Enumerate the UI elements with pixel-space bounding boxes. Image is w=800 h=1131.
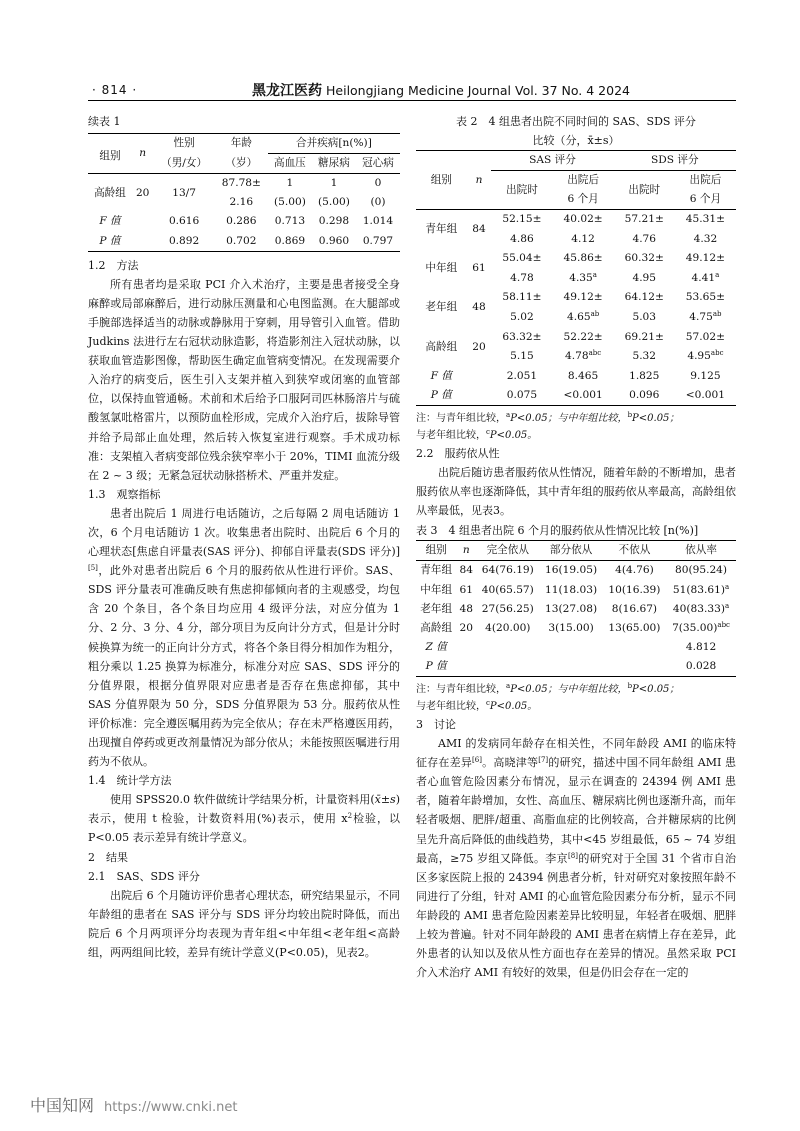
table-row bbox=[416, 328, 736, 347]
table-row bbox=[416, 367, 736, 386]
t2-cell: 4.32 bbox=[693, 232, 718, 245]
t3-head-full: 完全依从 bbox=[486, 544, 529, 557]
t2-cell: 4.86 bbox=[510, 232, 534, 245]
t2-cell: 55.04± bbox=[502, 252, 542, 265]
t3-cell: 40(65.57) bbox=[481, 583, 534, 596]
t2-cell: 52.15± bbox=[502, 213, 542, 226]
section-1-3-title: 1.3 观察指标 bbox=[88, 487, 161, 501]
t1-cell: 20 bbox=[135, 186, 150, 199]
t1-head-htn: 高血压 bbox=[274, 157, 306, 170]
t2-cell: 49.12± bbox=[563, 291, 603, 304]
section-2-1-title: 2.1 SAS、SDS 评分 bbox=[88, 869, 200, 883]
t3-cell: $7(35.00)^{abc}$ bbox=[672, 620, 730, 634]
t1-cell: 0 bbox=[374, 177, 382, 190]
table3-note: 注：与青年组比较，$^a$P<0.05；与中年组比较，$^b$P<0.05； 与老年组比较，$^c$P<0.05。 bbox=[416, 681, 680, 712]
t3-cell: 4(4.76) bbox=[615, 564, 654, 577]
t2-cell: 5.02 bbox=[510, 311, 534, 324]
t3-cell: 80(95.24) bbox=[674, 564, 728, 577]
table-row bbox=[416, 619, 736, 638]
t2-cell: 4.76 bbox=[632, 232, 657, 245]
t2-cell: 4.75$^{ab}$ bbox=[689, 310, 722, 324]
t2-head-sas-after: 出院后 6 个月 bbox=[567, 174, 599, 206]
t2-cell: 青年组 bbox=[425, 223, 458, 236]
t2-cell: 4.65$^{ab}$ bbox=[566, 310, 600, 324]
t3-cell: 16(19.05) bbox=[545, 564, 598, 577]
t1-cell: 0.869 bbox=[274, 234, 306, 247]
t1-cell: 高龄组 bbox=[94, 186, 126, 199]
section-2-2-title: 2.2 服药依从性 bbox=[416, 446, 500, 460]
t3-cell: 3(15.00) bbox=[548, 621, 594, 634]
t1-head-age-sub: （岁） bbox=[225, 156, 258, 169]
t2-cell: 4.12 bbox=[571, 232, 595, 245]
t1-cell: (5.00) bbox=[318, 196, 350, 209]
t2-cell: <0.001 bbox=[685, 388, 726, 401]
t3-cell: 青年组 bbox=[420, 564, 453, 577]
t2-cell: 高龄组 bbox=[425, 340, 458, 353]
t2-cell: 0.096 bbox=[629, 388, 660, 401]
table3 bbox=[416, 540, 736, 677]
t1-head-age: 年龄 bbox=[230, 137, 252, 150]
t1-cell: 0.286 bbox=[226, 215, 257, 228]
section-1-4-title: 1.4 统计学方法 bbox=[88, 774, 172, 788]
t2-cell: 5.03 bbox=[632, 311, 657, 324]
t2-head-sds-after: 出院后 6 个月 bbox=[689, 174, 722, 206]
t3-cell: $40(83.33)^a$ bbox=[672, 601, 730, 615]
left-column bbox=[88, 112, 400, 962]
t2-cell: P 值 bbox=[430, 388, 452, 401]
t2-cell: 老年组 bbox=[425, 301, 458, 314]
t2-cell: 48 bbox=[472, 301, 486, 314]
table1-continued bbox=[88, 133, 400, 252]
table1-caption: 续表 1 bbox=[88, 115, 121, 128]
t1-cell: 0.892 bbox=[168, 234, 200, 247]
t2-cell: 63.32± bbox=[502, 330, 542, 343]
section-3-body: AMI 的发病同年龄存在相关性，不同年龄段 AMI 的临床特征存在差异[6]。高晓津等[7]的研究，描述中国不同年龄组 AMI 患者心血管危险因素分布情况，显示在调查的 24394 例 AMI 患者，随着年龄增加，女性、高血压、糖尿病比例也逐渐升高，而年轻者吸烟、肥胖/超重、高脂血症的比例较高，合并糖尿病的比例呈先升高后降低的曲线趋势，其中<45 岁组最低，65 ~ 74 岁组最高，≥75 岁组又降低。李京[8]的研究对于全国 31 个省市自治区多家医院上报的 24394 例患者分析，针对研究对象按照年龄不同进行了分组，针对 AMI 的心血管危险因素分布分析，显示不同年龄段的 AMI 患者危险因素差异比较明显，年轻者在吸烟、肥胖上较为普遍。针对不同年龄段的 AMI 患者在病情上存在差异，此外患者的认知以及依从性方面也存在差异的情况。虽然采取 PCI 介入术治疗 AMI 有较好的效果，但是仍旧会存在一定的 bbox=[416, 737, 737, 980]
t2-cell: 64.12± bbox=[624, 291, 664, 304]
t2-cell: 20 bbox=[472, 340, 486, 353]
t2-cell: 49.12± bbox=[685, 252, 726, 265]
t2-cell: 52.22± bbox=[563, 330, 603, 343]
t3-cell: 4.812 bbox=[685, 640, 717, 653]
t2-cell: 53.65± bbox=[685, 291, 726, 304]
t2-cell: 69.21± bbox=[624, 330, 664, 343]
t3-cell: 10(16.39) bbox=[608, 583, 661, 596]
t1-head-chd: 冠心病 bbox=[362, 157, 394, 170]
t2-cell: 2.051 bbox=[506, 369, 538, 382]
cnki-url[interactable]: https://www.cnki.net bbox=[104, 1100, 238, 1115]
t3-cell: 11(18.03) bbox=[545, 583, 598, 596]
table-row bbox=[416, 581, 736, 600]
table-row bbox=[88, 232, 400, 252]
t2-cell: 4.95 bbox=[632, 271, 657, 284]
t2-cell: 45.31± bbox=[685, 213, 726, 226]
t1-head-group: 组别 bbox=[99, 150, 121, 163]
section-1-4-body: 使用 SPSS20.0 软件做统计学结果分析，计量资料用(x̄±s)表示，使用 t 检验，计数资料用(%)表示，使用 $x^2$检验，以 P<0.05 表示差异有统计学意义。 bbox=[88, 793, 400, 845]
t2-head-group: 组别 bbox=[430, 173, 452, 186]
t3-cell: 27(56.25) bbox=[481, 602, 534, 615]
t2-cell: 40.02± bbox=[563, 213, 603, 226]
t3-head-non: 不依从 bbox=[618, 544, 651, 557]
t1-cell: 2.16 bbox=[229, 196, 254, 209]
t1-head-n: n bbox=[139, 147, 147, 160]
t2-cell: 5.32 bbox=[632, 350, 657, 363]
t2-cell: 0.075 bbox=[506, 388, 538, 401]
t1-cell: 1 bbox=[286, 177, 294, 190]
t3-cell: 4(20.00) bbox=[485, 621, 531, 634]
section-2-1-body: 出院后 6 个月随访评价患者心理状态，研究结果显示，不同年龄组的患者在 SAS 评分与 SDS 评分均较出院时降低，而出院后 6 个月两项评分均表现为青年组<中年组<老年组<高龄组，两两组间比较，差异有统计学意义(P<0.05)，见表2。 bbox=[88, 888, 400, 960]
t2-cell: 4.41$^a$ bbox=[691, 270, 720, 284]
section-2-2-body: 出院后随访患者服药依从性情况，随着年龄的不断增加，患者服药依从率也逐渐降低，其中青年组的服药依从率最高，高龄组依从率最低，见表3。 bbox=[416, 465, 736, 518]
t3-head-n: n bbox=[462, 544, 470, 557]
t1-cell: 87.78± bbox=[221, 177, 261, 190]
t1-cell: 13/7 bbox=[172, 186, 196, 199]
t1-cell: 1.014 bbox=[362, 215, 394, 228]
t2-cell: 4.35$^a$ bbox=[569, 270, 597, 284]
table-row bbox=[416, 288, 736, 307]
table-row bbox=[416, 638, 736, 657]
table-row bbox=[416, 249, 736, 268]
t3-cell: Z 值 bbox=[425, 640, 447, 653]
t2-cell: F 值 bbox=[430, 369, 452, 382]
t3-cell: 0.028 bbox=[685, 659, 717, 672]
t3-cell: 中年组 bbox=[420, 583, 453, 596]
t2-cell: 57.02± bbox=[685, 330, 726, 343]
table-row bbox=[416, 386, 736, 406]
t2-cell: 45.86± bbox=[563, 252, 603, 265]
t3-cell: P 值 bbox=[425, 659, 447, 672]
t1-cell: (5.00) bbox=[273, 196, 306, 209]
journal-header bbox=[252, 80, 630, 100]
t1-head-comorb: 合并疾病[n(%)] bbox=[268, 134, 400, 154]
cnki-logo: 中国知网 bbox=[30, 1096, 95, 1115]
t3-cell: 13(65.00) bbox=[608, 621, 661, 634]
t1-cell: F 值 bbox=[99, 215, 121, 228]
table2-note: 注：与青年组比较，$^a$P<0.05；与中年组比较，$^b$P<0.05； 与老年组比较，$^c$P<0.05。 bbox=[416, 410, 680, 441]
t3-head-part: 部分依从 bbox=[549, 544, 593, 557]
t2-cell: 8.465 bbox=[567, 369, 599, 382]
t1-head-sex: 性别 bbox=[173, 137, 195, 150]
t2-cell: 60.32± bbox=[624, 252, 664, 265]
t3-head-rate: 依从率 bbox=[685, 544, 717, 557]
t1-cell: 0.797 bbox=[362, 234, 394, 247]
t2-cell: 5.15 bbox=[510, 350, 534, 363]
t2-head-sas: SAS 评分 bbox=[491, 151, 613, 171]
page-number: · 814 · bbox=[92, 83, 138, 97]
t2-cell: 58.11± bbox=[502, 291, 542, 304]
table-row bbox=[88, 174, 400, 194]
table-row bbox=[416, 600, 736, 619]
t1-cell: 0.713 bbox=[274, 215, 306, 228]
t3-cell: 13(27.08) bbox=[545, 602, 598, 615]
t1-cell: 0.298 bbox=[318, 215, 350, 228]
t2-head-sds: SDS 评分 bbox=[614, 151, 736, 171]
t2-head-sds-disch: 出院时 bbox=[628, 183, 661, 196]
section-1-2-body: 所有患者均是采取 PCI 介入术治疗，主要是患者接受全身麻醉或局部麻醉后，进行动脉压测量和心电图监测。在大腿部或手腕部选择适当的动脉或静脉用于穿刺，用导管引入血管。借助 Judkins 法进行左右冠状动脉造影，将造影剂注入冠状动脉，以获取血管造影图像，帮助医生确定血管病变情况。在发现需要介入治疗的病变后，医生引入支架并植入到狭窄或闭塞的血管部位，以保持血管通畅。术前和术后给予口服阿司匹林肠溶片与硫酸氢氯吡格雷片，以预防血栓形成，完成介入治疗后，拔除导管并给予局部止血处理，然后转入恢复室进行观察。手术成功标准：支架植入者病变部位残余狭窄率小于 20%，TIMI 血流分级在 2 ~ 3 级；无紧急冠状动脉搭桥术、严重并发症。 bbox=[88, 277, 400, 482]
table-row bbox=[416, 657, 736, 677]
t2-cell: 中年组 bbox=[425, 262, 458, 275]
t1-cell: (0) bbox=[370, 196, 386, 209]
table2-caption: 表 2 4 组患者出院不同时间的 SAS、SDS 评分 比较（分，x̄±s） bbox=[456, 115, 696, 147]
t3-cell: 20 bbox=[459, 621, 473, 634]
t1-cell: 1 bbox=[330, 177, 338, 190]
t1-cell: P 值 bbox=[99, 234, 121, 247]
table-row bbox=[416, 561, 736, 581]
t2-cell: 61 bbox=[472, 262, 486, 275]
t2-cell: 84 bbox=[472, 223, 486, 236]
t1-cell: 0.616 bbox=[168, 215, 200, 228]
t1-cell: 0.702 bbox=[226, 234, 257, 247]
t1-head-dm: 糖尿病 bbox=[318, 157, 350, 170]
t2-cell: 57.21± bbox=[624, 213, 664, 226]
t3-head-group: 组别 bbox=[425, 544, 447, 557]
t2-cell: 1.825 bbox=[629, 369, 660, 382]
journal-title-cn: 黑龙江医药 bbox=[252, 83, 322, 99]
t1-head-sex-sub: （男/女） bbox=[161, 156, 208, 169]
t1-cell: 0.960 bbox=[318, 234, 350, 247]
table-row bbox=[88, 212, 400, 231]
t2-head-sas-disch: 出院时 bbox=[506, 183, 538, 196]
t3-cell: 84 bbox=[459, 564, 473, 577]
t3-cell: 61 bbox=[459, 583, 473, 596]
t3-cell: 高龄组 bbox=[420, 621, 453, 634]
t2-cell: 4.95$^{abc}$ bbox=[687, 349, 724, 363]
t2-cell: <0.001 bbox=[563, 388, 603, 401]
t2-cell: 9.125 bbox=[690, 369, 721, 382]
t2-cell: 4.78 bbox=[510, 271, 534, 284]
t2-cell: 4.78$^{abc}$ bbox=[565, 349, 602, 363]
t3-cell: 48 bbox=[459, 602, 473, 615]
section-1-3-body: 患者出院后 1 周进行电话随访，之后每隔 2 周电话随访 1 次，6 个月电话随访 1 次。收集患者出院时、出院后 6 个月的心理状态[焦虑自评量表(SAS 评分)、抑郁自评量表(SDS 评分)][5]，此外对患者出院后 6 个月的服药依从性进行评价。SAS、SDS 评分量表可准确反映有焦虑抑郁倾向者的主观感受，均包含 20 个条目，各个条目均应用 4 级评分法，对应分值为 1 分、2 分、3 分、4 分，部分项目为反向计分方式，但是计分时候换算为统一的正向计分方式，将各个条目得分相加作为粗分，粗分乘以 1.25 换算为标准分，标准分对应 SAS、SDS 评分的分值界限，根据分值界限对应患者是否存在焦虑抑郁，其中 SAS 分值界限为 50 分，SDS 分值界限为 53 分。服药依从性评价标准：完全遵医嘱用药为完全依从；存在未严格遵医用药，出现擅自停药或更改剂量情况为部分依从；未能按照医嘱进行用药为不依从。 bbox=[88, 506, 400, 769]
journal-title-en: Heilongjiang Medicine Journal Vol. 37 No. 4 2024 bbox=[326, 83, 630, 98]
section-2-title: 2 结果 bbox=[88, 850, 128, 864]
right-column bbox=[416, 112, 736, 982]
section-1-2-title: 1.2 方法 bbox=[88, 258, 139, 272]
t3-cell: $51(83.61)^a$ bbox=[672, 582, 730, 596]
table3-caption: 表 3 4 组患者出院 6 个月的服药依从性情况比较 [n(%)] bbox=[416, 524, 699, 538]
t3-cell: 老年组 bbox=[420, 602, 453, 615]
table2 bbox=[416, 150, 736, 406]
table-row bbox=[416, 210, 736, 230]
cnki-watermark bbox=[30, 1093, 237, 1116]
t3-cell: 8(16.67) bbox=[611, 602, 658, 615]
header-rule bbox=[88, 100, 736, 101]
t2-head-n: n bbox=[475, 173, 483, 186]
section-3-title: 3 讨论 bbox=[416, 717, 456, 731]
t3-cell: 64(76.19) bbox=[481, 564, 534, 577]
